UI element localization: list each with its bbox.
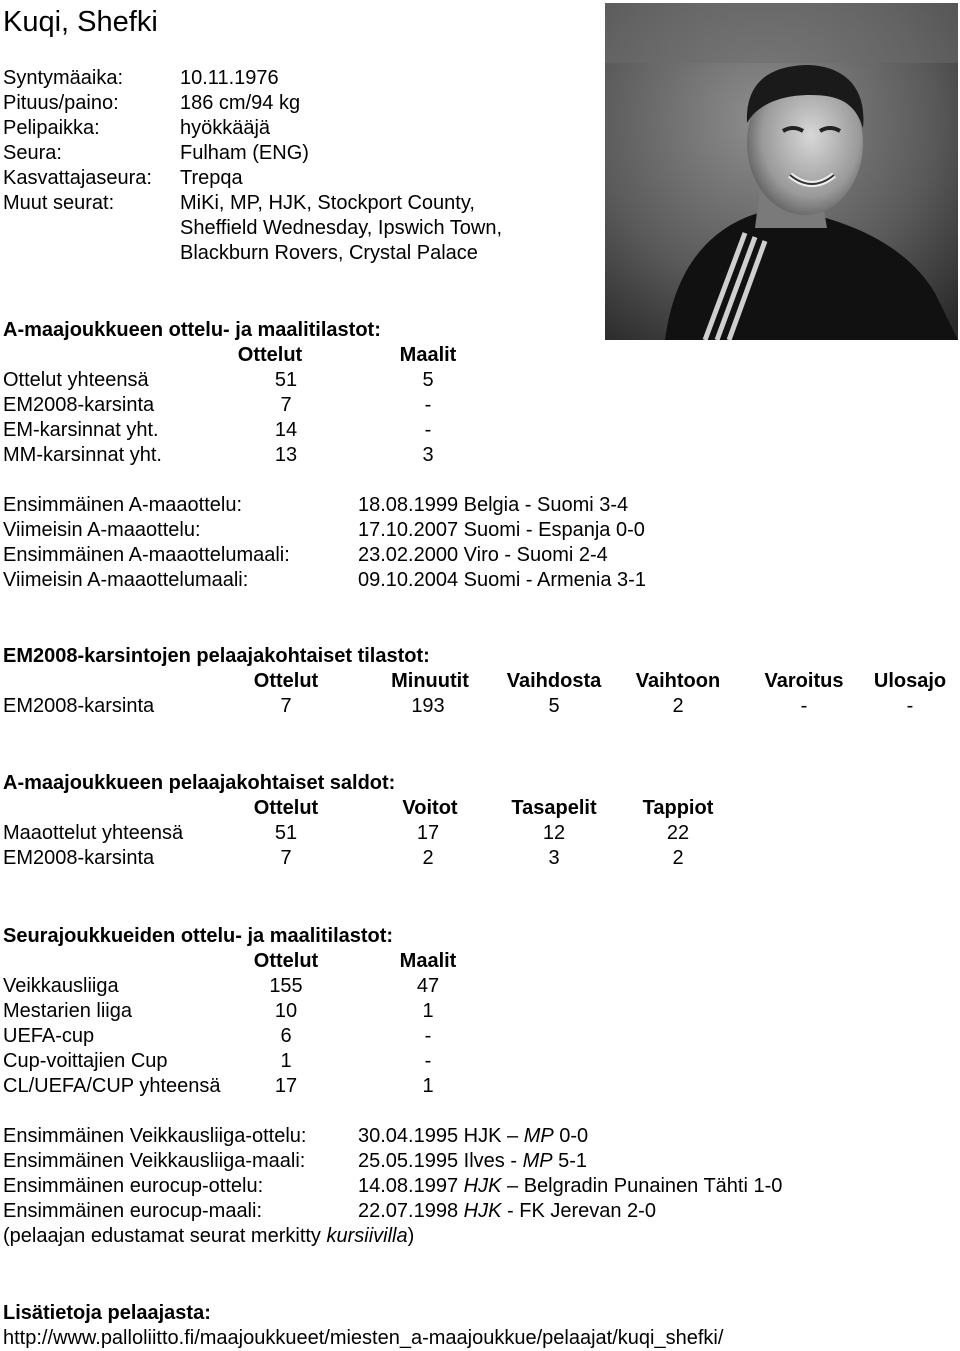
cell: 2 [672,847,684,869]
col-header: Tasapelit [511,797,597,819]
row-label: EM-karsinnat yht. [3,419,159,441]
cell: 47 [416,975,440,997]
cell: 3 [422,444,434,466]
first-value [358,1174,782,1199]
info-label: Muut seurat: [3,192,115,214]
info-value: Trepqa [180,167,243,189]
first-label: Ensimmäinen eurocup-ottelu: [3,1175,264,1197]
cell: 1 [422,1000,434,1022]
cell: 22 [666,822,690,844]
cell: 5 [548,695,560,717]
player-profile-link[interactable]: http://www.palloliitto.fi/maajoukkueet/miesten_a-maajoukkue/pelaajat/kuqi_shefki/ [3,1327,724,1349]
cell: 13 [274,444,298,466]
player-photo [605,3,958,340]
value-text: 0-0 [553,1125,589,1147]
note [3,1224,414,1249]
value-text: – Belgradin Punainen Tähti 1-0 [501,1175,783,1197]
cell: - [424,394,432,416]
cell: - [424,1050,432,1072]
info-value: 10.11.1976 [180,67,279,89]
value-italic: MP [522,1150,553,1172]
row-label: Veikkausliiga [3,975,119,997]
cell: - [424,1025,432,1047]
cell: - [906,695,914,717]
col-header: Tappiot [642,797,714,819]
row-label: Ottelut yhteensä [3,369,149,391]
row-label: Mestarien liiga [3,1000,132,1022]
first-label: Ensimmäinen Veikkausliiga-maali: [3,1150,306,1172]
info-label: Kasvattajaseura: [3,167,152,189]
info-value: MiKi, MP, HJK, Stockport County, [180,192,475,214]
row-label: UEFA-cup [3,1025,95,1047]
section-heading: Lisätietoja pelaajasta: [3,1302,211,1324]
info-value: Fulham (ENG) [180,142,309,164]
first-value: 17.10.2007 Suomi - Espanja 0-0 [358,519,645,541]
note-text: (pelaajan edustamat seurat merkitty [3,1225,327,1247]
value-text: 30.04.1995 HJK – [358,1125,524,1147]
cell: 1 [280,1050,292,1072]
info-value-cont: Blackburn Rovers, Crystal Palace [180,242,478,264]
row-label: CL/UEFA/CUP yhteensä [3,1075,221,1097]
value-italic: HJK [463,1175,502,1197]
cell: 3 [548,847,560,869]
cell: 17 [416,822,440,844]
value-text: 22.07.1998 [358,1200,464,1222]
cell: 51 [274,369,298,391]
col-header: Ottelut [253,670,319,692]
cell: 2 [672,695,684,717]
cell: 6 [280,1025,292,1047]
col-header: Voitot [402,797,458,819]
note-text: ) [407,1225,415,1247]
first-value [358,1124,588,1149]
section-heading: Seurajoukkueiden ottelu- ja maalitilastot: [3,925,394,947]
first-value: 18.08.1999 Belgia - Suomi 3-4 [358,494,629,516]
col-header: Minuutit [391,670,469,692]
row-label: EM2008-karsinta [3,394,155,416]
info-value: hyökkääjä [180,117,271,139]
col-header: Maalit [399,950,457,972]
cell: - [800,695,808,717]
value-italic: MP [523,1125,554,1147]
first-value: 23.02.2000 Viro - Suomi 2-4 [358,544,608,566]
section-heading: A-maajoukkueen pelaajakohtaiset saldot: [3,772,396,794]
info-label: Seura: [3,142,62,164]
info-label: Pituus/paino: [3,92,119,114]
cell: 1 [422,1075,434,1097]
first-value [358,1149,587,1174]
cell: 155 [269,975,303,997]
col-header: Ottelut [253,950,319,972]
row-label: EM2008-karsinta [3,695,155,717]
info-label: Pelipaikka: [3,117,100,139]
cell: 51 [274,822,298,844]
cell: 193 [411,695,445,717]
cell: 5 [422,369,434,391]
first-label: Viimeisin A-maaottelu: [3,519,201,541]
first-label: Ensimmäinen Veikkausliiga-ottelu: [3,1125,307,1147]
page-title: Kuqi, Shefki [3,6,158,38]
cell: 10 [274,1000,298,1022]
cell: 17 [274,1075,298,1097]
row-label: MM-karsinnat yht. [3,444,162,466]
value-text: 5-1 [552,1150,588,1172]
note-italic: kursiivilla [326,1225,408,1247]
value-text: 14.08.1997 [358,1175,464,1197]
first-label: Ensimmäinen A-maaottelumaali: [3,544,290,566]
value-italic: HJK [463,1200,502,1222]
cell: 7 [280,394,292,416]
col-header: Vaihdosta [506,670,602,692]
col-header: Ottelut [237,344,303,366]
col-header: Varoitus [764,670,844,692]
cell: 14 [274,419,298,441]
row-label: Maaottelut yhteensä [3,822,184,844]
section-heading: A-maajoukkueen ottelu- ja maalitilastot: [3,319,381,341]
col-header: Ulosajo [873,670,947,692]
cell: 7 [280,695,292,717]
first-label: Viimeisin A-maaottelumaali: [3,569,249,591]
info-value: 186 cm/94 kg [180,92,301,114]
info-label: Syntymäaika: [3,67,124,89]
info-value-cont: Sheffield Wednesday, Ipswich Town, [180,217,503,239]
cell: 7 [280,847,292,869]
first-label: Ensimmäinen A-maaottelu: [3,494,243,516]
section-heading: EM2008-karsintojen pelaajakohtaiset tilastot: [3,645,430,667]
value-text: - FK Jerevan 2-0 [501,1200,656,1222]
cell: 12 [542,822,566,844]
cell: 2 [422,847,434,869]
cell: - [424,419,432,441]
first-value [358,1199,656,1224]
first-label: Ensimmäinen eurocup-maali: [3,1200,263,1222]
row-label: Cup-voittajien Cup [3,1050,168,1072]
row-label: EM2008-karsinta [3,847,155,869]
col-header: Vaihtoon [635,670,721,692]
value-text: 25.05.1995 Ilves - [358,1150,523,1172]
col-header: Ottelut [253,797,319,819]
col-header: Maalit [399,344,457,366]
first-value: 09.10.2004 Suomi - Armenia 3-1 [358,569,646,591]
